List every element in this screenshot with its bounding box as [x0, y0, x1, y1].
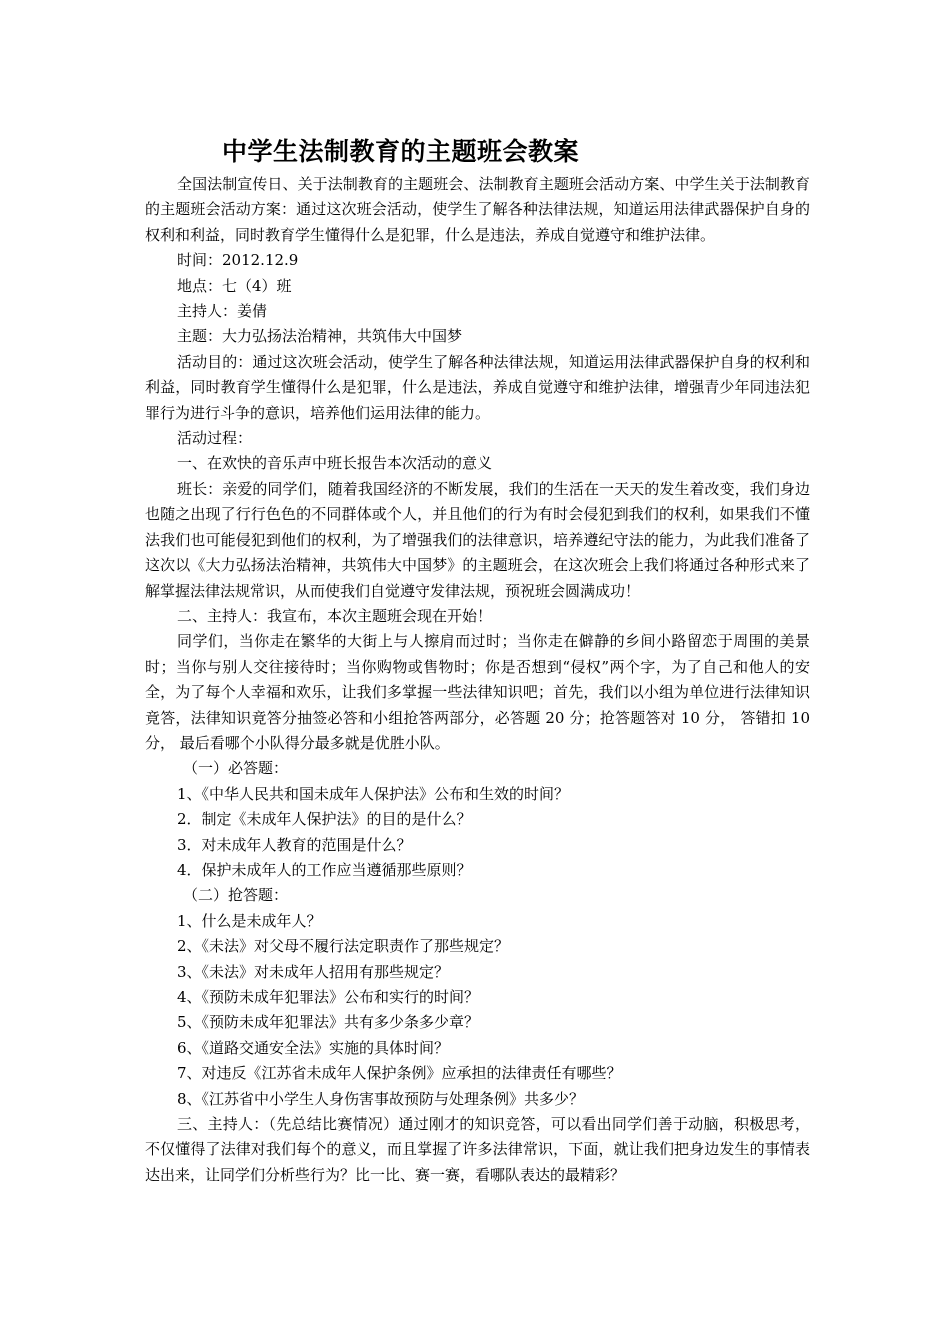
paragraph: 班长：亲爱的同学们，随着我国经济的不断发展，我们的生活在一天天的发生着改变，我们身边也随之出现了行行色色的不同群体或个人，并且他们的行为有时会侵犯到我们的权利，如果我们不懂法我们也可能侵犯到他们的权利，为了增强我们的法律意识，培养遵纪守法的能力，为此我们准备了这次以《大力弘扬法治精神，共筑伟大中国梦》的主题班会，在这次班会上我们将通过各种形式来了解掌握法律法规常识，从而使我们自觉遵守发律法规，预祝班会圆满成功！ [145, 479, 810, 600]
paragraph: 时间：2012.12.9 [177, 251, 299, 270]
paragraph: 活动目的：通过这次班会活动，使学生了解各种法律法规，知道运用法律武器保护自身的权利和利益，同时教育学生懂得什么是犯罪，什么是违法，养成自觉遵守和维护法律，增强青少年同违法犯罪行为进行斗争的意识，培养他们运用法律的能力。 [145, 352, 810, 422]
document-body [145, 172, 810, 1188]
paragraph: 6、《道路交通安全法》实施的具体时间？ [177, 1038, 450, 1057]
paragraph: 2、《未法》对父母不履行法定职责作了那些规定？ [177, 937, 510, 956]
paragraph: 1、什么是未成年人？ [177, 911, 322, 930]
paragraph: 3．对未成年人教育的范围是什么？ [177, 835, 412, 854]
paragraph: 2．制定《未成年人保护法》的目的是什么？ [177, 810, 472, 829]
paragraph: 1、《中华人民共和国未成年人保护法》公布和生效的时间？ [177, 784, 570, 803]
document-title: 中学生法制教育的主题班会教案 [222, 137, 580, 166]
paragraph: 一、在欢快的音乐声中班长报告本次活动的意义 [177, 454, 493, 473]
paragraph: 主持人：姜倩 [177, 302, 268, 321]
paragraph: 7、对违反《江苏省未成年人保护条例》应承担的法律责任有哪些？ [177, 1064, 622, 1083]
paragraph: 4．保护未成年人的工作应当遵循那些原则？ [177, 860, 472, 879]
paragraph: （一）必答题： [183, 759, 289, 778]
paragraph: 二、主持人：我宣布，本次主题班会现在开始！ [177, 606, 493, 625]
paragraph: 主题：大力弘扬法治精神，共筑伟大中国梦 [177, 327, 463, 346]
paragraph: 地点：七（4）班 [177, 276, 292, 295]
paragraph: 全国法制宣传日、关于法制教育的主题班会、法制教育主题班会活动方案、中学生关于法制教育的主题班会活动方案：通过这次班会活动，使学生了解各种法律法规，知道运用法律武器保护自身的权利和利益，同时教育学生懂得什么是犯罪，什么是违法，养成自觉遵守和维护法律。 [145, 175, 810, 244]
paragraph: 3、《未法》对未成年人招用有那些规定？ [177, 962, 450, 981]
paragraph: 活动过程： [177, 429, 253, 448]
paragraph: 5、《预防未成年犯罪法》共有多少条多少章？ [177, 1013, 480, 1032]
paragraph: （二）抢答题： [183, 886, 289, 905]
paragraph: 三、主持人：（先总结比赛情况）通过刚才的知识竞答，可以看出同学们善于动脑，积极思考，不仅懂得了法律对我们每个的意义，而且掌握了许多法律常识，下面，就让我们把身边发生的事情表达出来，让同学们分析些行为？比一比、赛一赛，看哪队表达的最精彩？ [145, 1115, 810, 1184]
paragraph: 8、《江苏省中小学生人身伤害事故预防与处理条例》共多少？ [177, 1089, 585, 1108]
paragraph: 4、《预防未成年犯罪法》公布和实行的时间？ [177, 988, 480, 1006]
paragraph: 同学们，当你走在繁华的大街上与人擦肩而过时；当你走在僻静的乡间小路留恋于周围的美景时；当你与别人交往接待时；当你购物或售物时；你是否想到“侵权”两个字，为了自己和他人的安全，为了每个人幸福和欢乐，让我们多掌握一些法律知识吧；首先，我们以小组为单位进行法律知识竟答，法律知识竟答分抽签必答和小组抢答两部分，必答题 20 分；抢答题答对 10 分， 答错扣 10 分， 最后看哪个小队得分最多就是优胜小队。 [145, 632, 810, 752]
